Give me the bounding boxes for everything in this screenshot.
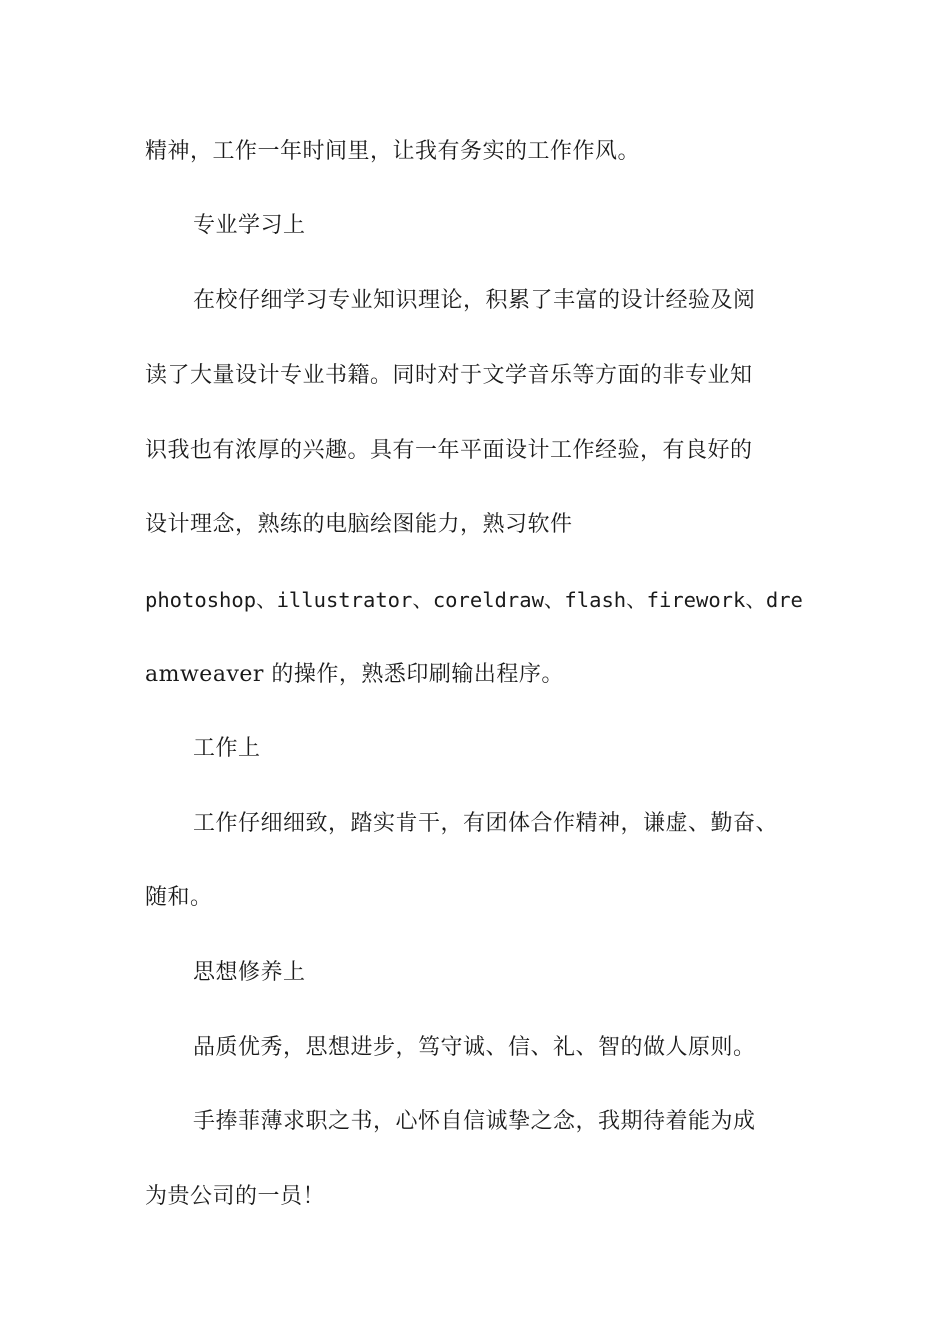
paragraph-line: amweaver 的操作，熟悉印刷输出程序。 [145,662,564,687]
section-heading-professional-study: 专业学习上 [193,213,306,238]
paragraph-line: 读了大量设计专业书籍。同时对于文学音乐等方面的非专业知 [145,363,753,388]
section-heading-ideology: 思想修养上 [193,960,306,985]
paragraph-line: 品质优秀，思想进步，笃守诚、信、礼、智的做人原则。 [193,1035,756,1060]
paragraph-line: 手捧菲薄求职之书，心怀自信诚挚之念，我期待着能为成 [193,1109,756,1134]
paragraph-line: 精神，工作一年时间里，让我有务实的工作作风。 [145,139,641,164]
paragraph-line-software-list: photoshop、illustrator、coreldraw、flash、firework、dre [145,588,803,612]
paragraph-line: 随和。 [145,885,213,910]
paragraph-line: 识我也有浓厚的兴趣。具有一年平面设计工作经验，有良好的 [145,438,753,463]
paragraph-line: 为贵公司的一员！ [145,1184,326,1209]
paragraph-line: 在校仔细学习专业知识理论，积累了丰富的设计经验及阅 [193,288,756,313]
section-heading-work: 工作上 [193,736,261,761]
paragraph-line: 工作仔细细致，踏实肯干，有团体合作精神，谦虚、勤奋、 [193,811,779,836]
paragraph-line: 设计理念，熟练的电脑绘图能力，熟习软件 [145,512,573,537]
